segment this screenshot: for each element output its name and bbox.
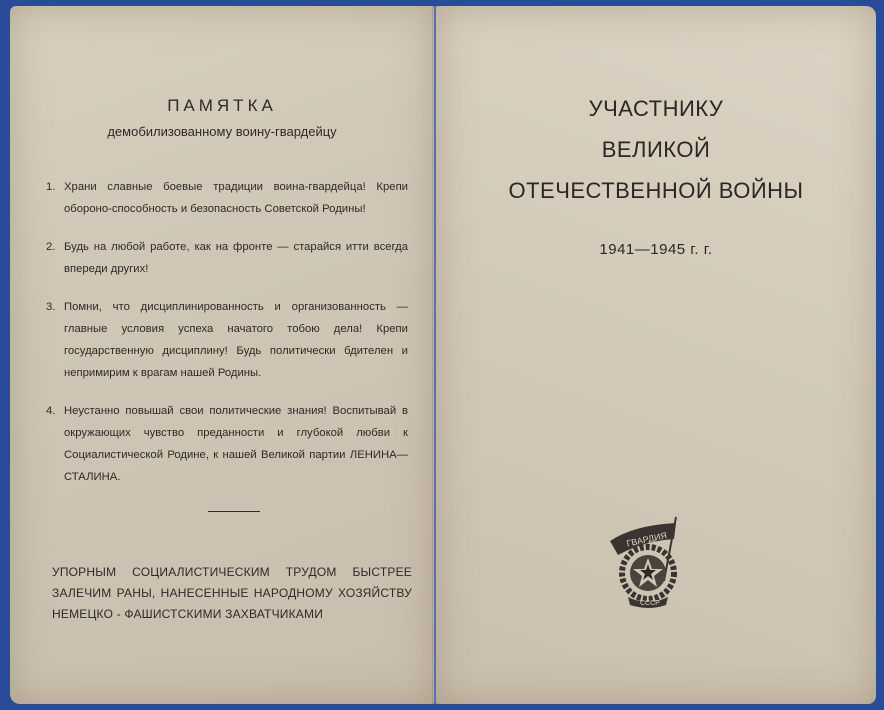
memo-subtitle: демобилизованному воину-гвардейцу <box>107 124 337 139</box>
rule-text: Храни славные боевые традиции воина-гвардейца! Крепи оборонo-способность и безопасность Советской Родины! <box>64 181 408 215</box>
rule-number: 4. <box>46 405 56 417</box>
rule-item <box>46 400 408 488</box>
cover-title-line2: ВЕЛИКОЙ <box>601 137 711 162</box>
left-page <box>10 6 434 704</box>
rule-text: Неустанно повышай свои политические знания! Воспитывай в окружающих чувство преданности и глубокой любви к Социалистической Родине, к нашей Великой партии ЛЕНИНА—СТАЛИНА. <box>64 405 408 483</box>
rule-text: Помни, что дисциплинированность и организованность — главные условия успеха начатого тобою дела! Крепи государственную дисциплину! Будь политически бдителен и непримирим к врагам нашей Родины. <box>64 301 408 379</box>
rule-number: 1. <box>46 181 56 193</box>
rule-number: 3. <box>46 301 56 313</box>
memo-title: ПАМЯТКА <box>167 96 277 115</box>
rule-item <box>46 176 408 220</box>
rules-list <box>46 176 408 504</box>
badge-bottom-text: СССР <box>640 600 660 607</box>
divider <box>208 511 260 512</box>
cover-title-line1: УЧАСТНИКУ <box>588 96 724 121</box>
slogan: УПОРНЫМ СОЦИАЛИСТИЧЕСКИМ ТРУДОМ БЫСТРЕЕ ЗАЛЕЧИМ РАНЫ, НАНЕСЕННЫЕ НАРОДНОМУ ХОЗЯЙСТВУ НЕМЕЦКО - ФАШИСТСКИМИ ЗАХВАТЧИКАМИ <box>52 565 412 621</box>
guards-badge-icon <box>604 511 696 611</box>
rule-text: Будь на любой работе, как на фронте — старайся итти всегда впереди других! <box>64 241 408 275</box>
badge-banner-text: ГВАРДИЯ <box>625 530 668 549</box>
rule-item <box>46 236 408 280</box>
rule-number: 2. <box>46 241 56 253</box>
rule-item <box>46 296 408 384</box>
cover-title-line3: ОТЕЧЕСТВЕННОЙ ВОЙНЫ <box>508 178 804 203</box>
cover-years: 1941—1945 г. г. <box>599 241 713 258</box>
right-page <box>436 6 876 704</box>
